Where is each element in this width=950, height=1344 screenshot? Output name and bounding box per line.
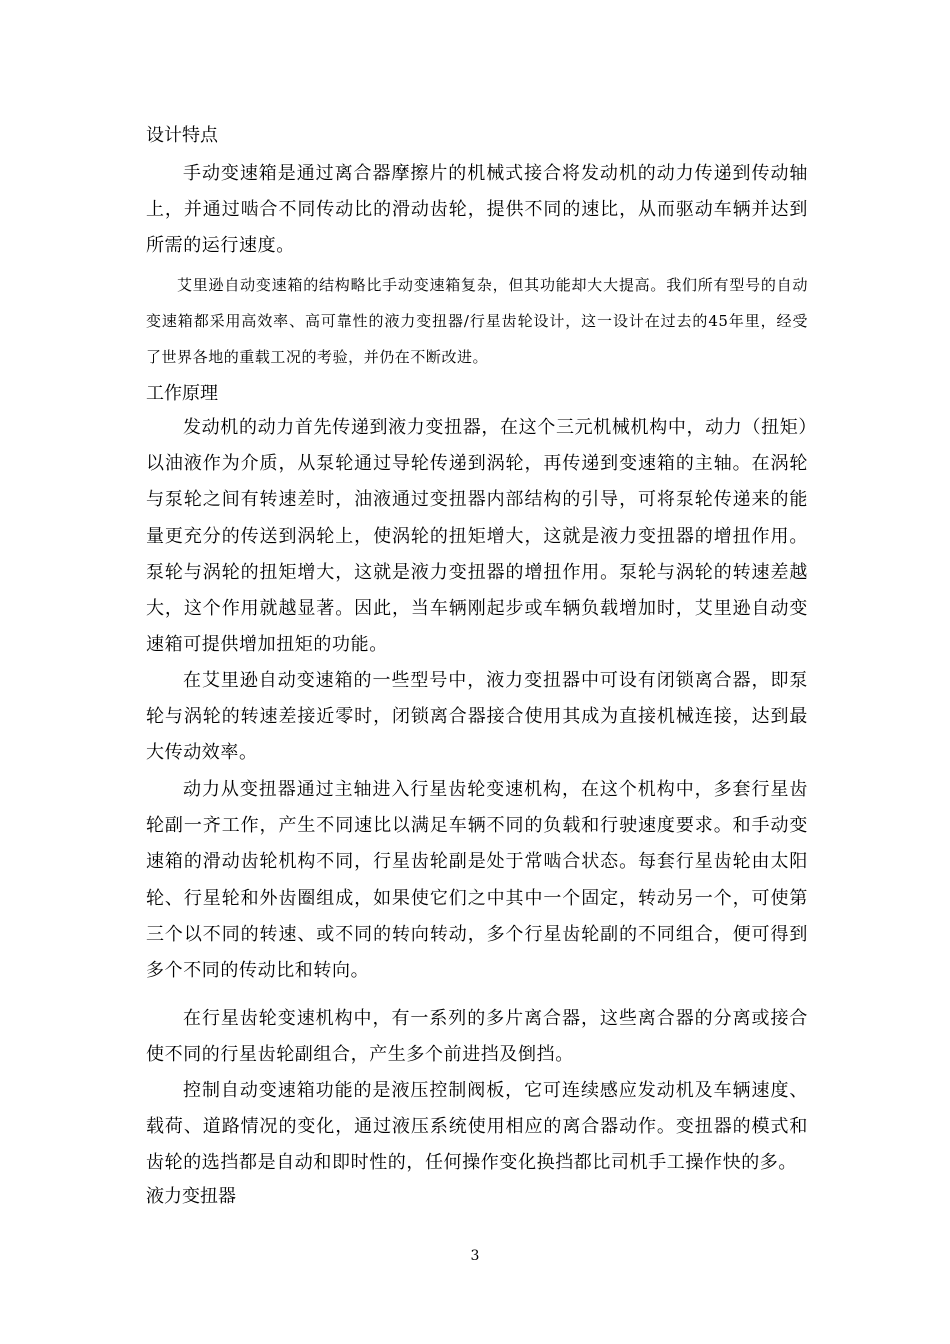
page-number: 3 xyxy=(470,1248,480,1264)
paragraph-planetary-gears: 动力从变扭器通过主轴进入行星齿轮变速机构，在这个机构中，多套行星齿轮副一齐工作，产生不同速比以满足车辆不同的负载和行驶速度要求。和手动变速箱的滑动齿轮机构不同，行星齿轮副是处于常啮合状态。每套行星齿轮由太阳轮、行星轮和外齿圈组成，如果使它们之中其中一个固定，转动另一个，可使第三个以不同的转速、或不同的转向转动，多个行星齿轮副的不同组合，便可得到多个不同的传动比和转向。 xyxy=(146,779,808,982)
paragraph-torque-converter-principle: 发动机的动力首先传递到液力变扭器，在这个三元机械机构中，动力（扭矩）以油液作为介质，从泵轮通过导轮传递到涡轮，再传递到变速箱的主轴。在涡轮与泵轮之间有转速差时，油液通过变扭器内部结构的引导，可将泵轮传递来的能量更充分的传送到涡轮上，使涡轮的扭矩增大，这就是液力变扭器的增扭作用。泵轮与涡轮的扭矩增大，这就是液力变扭器的增扭作用。泵轮与涡轮的转速差越大，这个作用就越显著。因此，当车辆刚起步或车辆负载增加时，艾里逊自动变速箱可提供增加扭矩的功能。 xyxy=(146,417,808,656)
paragraph-allison-structure: 艾里逊自动变速箱的结构略比手动变速箱复杂，但其功能却大大提高。我们所有型号的自动变速箱都采用高效率、高可靠性的液力变扭器/行星齿轮设计，这一设计在过去的45年里，经受了世界各地的重载工况的考验，并仍在不断改进。 xyxy=(146,276,808,366)
heading-working-principle: 工作原理 xyxy=(146,383,218,404)
paragraph-multi-plate-clutches: 在行星齿轮变速机构中，有一系列的多片离合器，这些离合器的分离或接合使不同的行星齿轮副组合，产生多个前进挡及倒挡。 xyxy=(146,1008,808,1066)
paragraph-lockup-clutch: 在艾里逊自动变速箱的一些型号中，液力变扭器中可设有闭锁离合器，即泵轮与涡轮的转速差接近零时，闭锁离合器接合使用其成为直接机械连接，达到最大传动效率。 xyxy=(146,670,808,764)
heading-design-features: 设计特点 xyxy=(146,125,218,146)
heading-torque-converter: 液力变扭器 xyxy=(146,1186,236,1207)
paragraph-manual-transmission: 手动变速箱是通过离合器摩擦片的机械式接合将发动机的动力传递到传动轴上，并通过啮合不同传动比的滑动齿轮，提供不同的速比，从而驱动车辆并达到所需的运行速度。 xyxy=(146,163,808,257)
paragraph-hydraulic-control: 控制自动变速箱功能的是液压控制阀板，它可连续感应发动机及车辆速度、载荷、道路情况的变化，通过液压系统使用相应的离合器动作。变扭器的模式和齿轮的选挡都是自动和即时性的，任何操作变化换挡都比司机手工操作快的多。 xyxy=(146,1080,808,1174)
